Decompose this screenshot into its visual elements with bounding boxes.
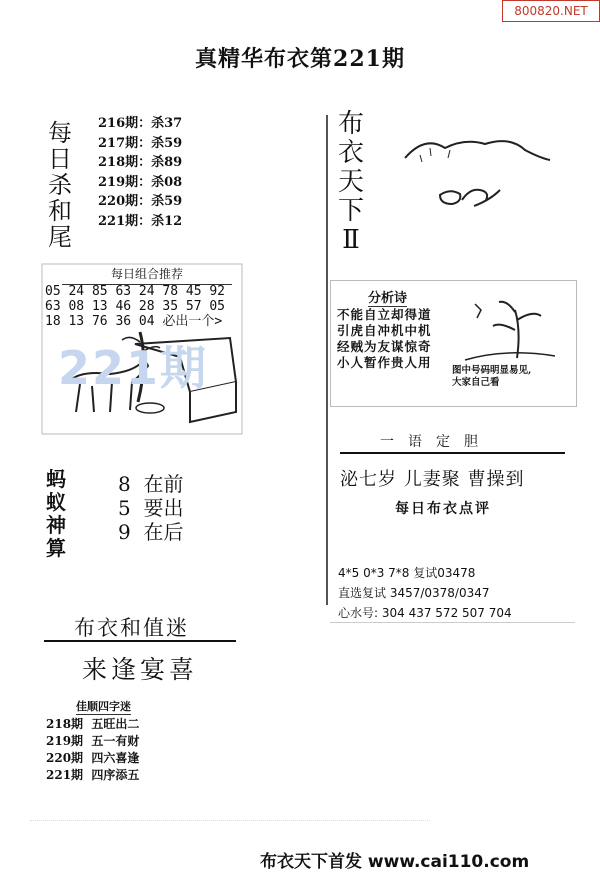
tree-sketch — [455, 290, 565, 365]
combo-row: 05 24 85 63 24 78 45 92 — [45, 284, 226, 299]
mayi-label — [46, 468, 70, 560]
note-line: 图中号码明显易见, — [452, 365, 532, 376]
mayi-num: 5 — [118, 496, 131, 520]
page-title: 真精华布衣第221期 — [195, 46, 405, 72]
daily-review: 每日布衣点评 — [395, 501, 491, 517]
kill-item: 221期：杀12 — [98, 213, 183, 229]
riddle-answer: 来逢宴喜 — [82, 655, 199, 684]
fourword-list — [46, 716, 139, 784]
poem-line: 不能自立却得道 — [337, 307, 432, 322]
combo-title: 每日组合推荐 — [62, 265, 232, 285]
kill-label-char: 日 — [48, 145, 72, 173]
mayi-label-char: 神 — [46, 513, 66, 537]
number-line: 直选复试 3457/0378/0347 — [338, 586, 490, 600]
combo-rows — [45, 284, 225, 329]
fourword-item: 221期 四序添五 — [46, 768, 140, 782]
riddle-title: 布衣和值迷 — [74, 616, 189, 640]
yiyu-divider — [340, 452, 565, 454]
fourword-item: 219期 五一有财 — [46, 734, 140, 748]
number-line: 4*5 0*3 7*8 复试03478 — [338, 566, 476, 580]
poem-line: 引虎自冲机中机 — [337, 323, 432, 338]
mayi-num: 9 — [118, 520, 131, 544]
brand-char: 天 — [338, 167, 365, 197]
kill-item: 219期：杀08 — [98, 174, 183, 190]
brand-vertical — [338, 110, 364, 255]
analysis-note — [452, 365, 531, 389]
note-line: 大家自己看 — [452, 377, 500, 388]
fourword-item: 220期 四六喜逢 — [46, 751, 140, 765]
brand-char: 下 — [338, 196, 365, 226]
kill-label-char: 杀 — [48, 171, 72, 199]
combo-watermark: 221期 — [58, 341, 209, 395]
kill-item: 217期：杀59 — [98, 135, 183, 151]
combo-row: 63 08 13 46 28 35 57 05 — [45, 299, 226, 314]
bottom-divider — [330, 622, 575, 623]
analysis-poem — [337, 307, 432, 371]
mayi-label-char: 算 — [46, 536, 66, 560]
poem-line: 经贼为友谋惊奇 — [337, 339, 432, 354]
kill-label-char: 和 — [48, 197, 72, 225]
kill-list — [98, 114, 182, 231]
mayi-text: 要出 — [143, 496, 184, 520]
kill-item: 218期：杀89 — [98, 155, 183, 170]
mayi-num: 8 — [118, 472, 131, 496]
landscape-sketch — [400, 130, 560, 220]
kill-section-label — [47, 120, 73, 250]
column-divider — [326, 115, 328, 605]
kill-item: 220期：杀59 — [98, 194, 183, 209]
fourword-title: 佳顺四字迷 — [76, 700, 131, 713]
site-badge: 800820.NET — [502, 0, 600, 22]
brand-char: 布 — [338, 109, 365, 139]
combo-row: 18 13 76 36 04 必出一个> — [45, 314, 223, 329]
brand-char: 衣 — [338, 138, 365, 168]
kill-label-char: 每 — [48, 119, 72, 147]
kill-item: 216期：杀37 — [98, 116, 183, 131]
yiyu-line: 泌七岁 儿妻聚 曹操到 — [340, 469, 525, 490]
mayi-row — [118, 516, 183, 545]
brand-char: Ⅱ — [342, 225, 360, 255]
number-picks — [338, 563, 512, 623]
riddle-divider — [44, 640, 236, 642]
footer-text[interactable]: 布衣天下首发 www.cai110.com — [260, 852, 530, 872]
analysis-title: 分析诗 — [368, 287, 407, 307]
mayi-text: 在后 — [143, 520, 184, 544]
number-line: 心水号: 304 437 572 507 704 — [338, 606, 512, 620]
fourword-item: 218期 五旺出二 — [46, 717, 140, 731]
mayi-label-char: 蚂 — [46, 467, 66, 491]
footer-divider — [30, 820, 430, 822]
poem-line: 小人暂作贵人用 — [337, 355, 432, 370]
mayi-text: 在前 — [143, 472, 184, 496]
kill-label-char: 尾 — [48, 223, 72, 251]
yiyu-title: 一语定胆 — [380, 434, 492, 450]
mayi-label-char: 蚁 — [46, 490, 66, 514]
